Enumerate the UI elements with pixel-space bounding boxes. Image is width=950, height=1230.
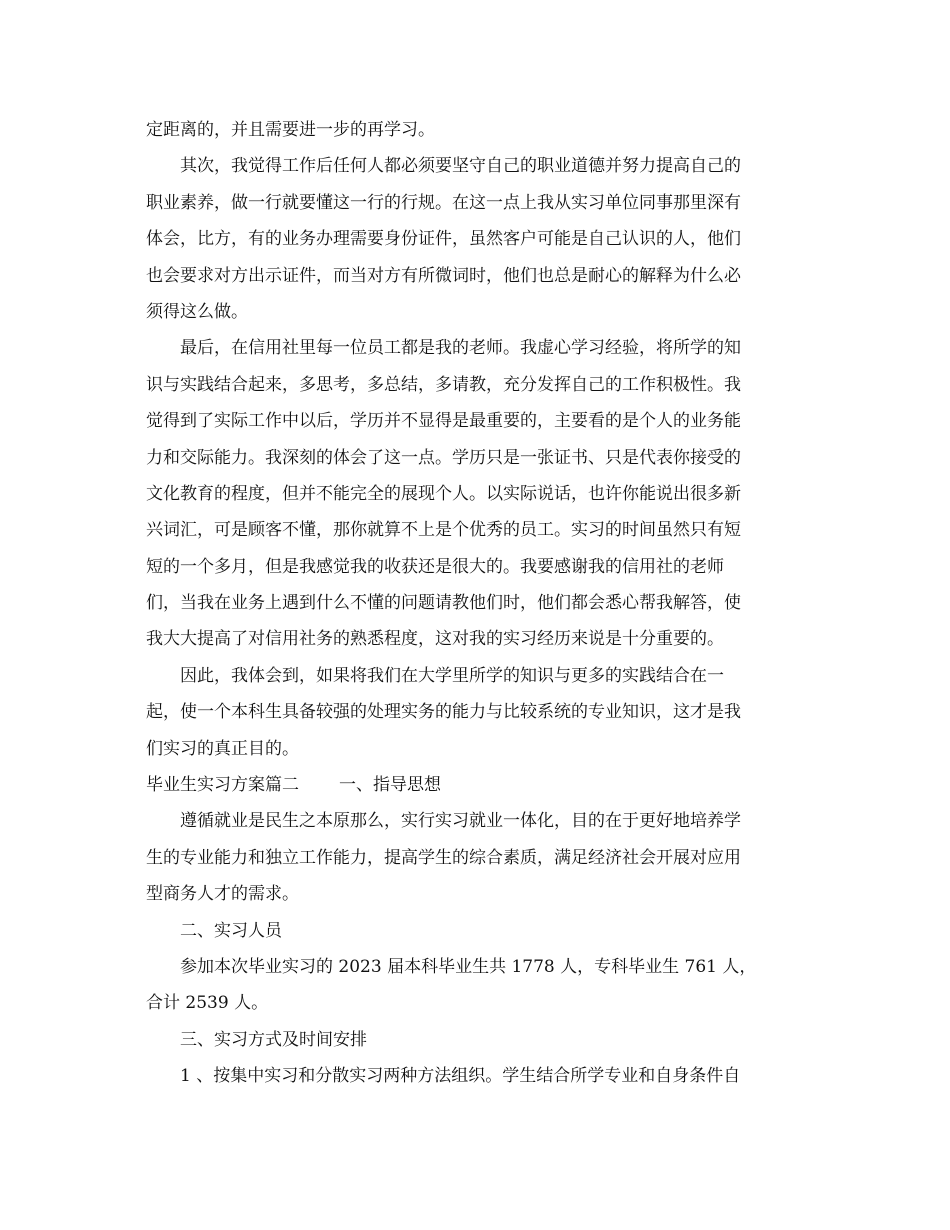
section-subtitle: 一、指导思想 xyxy=(339,775,441,796)
text-line: 们，当我在业务上遇到什么不懂的问题请教他们时，他们都会悉心帮我解答，使 xyxy=(146,593,741,614)
section-title: 毕业生实习方案篇二 xyxy=(146,775,299,796)
text-line: 文化教育的程度，但并不能完全的展现个人。以实际说话，也许你能说出很多新 xyxy=(146,483,741,504)
subheading-line: 二、实习人员 xyxy=(180,920,282,941)
text-line: 也会要求对方出示证件，而当对方有所微词时，他们也总是耐心的解释为什么必 xyxy=(146,265,741,286)
text-line: 起，使一个本科生具备较强的处理实务的能力与比较系统的专业知识，这才是我 xyxy=(146,702,741,723)
text-line: 体会，比方，有的业务办理需要身份证件，虽然客户可能是自己认识的人，他们 xyxy=(146,229,741,250)
text-line: 型商务人才的需求。 xyxy=(146,884,299,905)
document-page xyxy=(146,112,806,1095)
text-line: 1 、按集中实习和分散实习两种方法组织。学生结合所学专业和自身条件自 xyxy=(180,1066,741,1087)
text-line: 力和交际能力。我深刻的体会了这一点。学历只是一张证书、只是代表你接受的 xyxy=(146,447,741,468)
text-line: 我大大提高了对信用社务的熟悉程度，这对我的实习经历来说是十分重要的。 xyxy=(146,629,724,650)
text-line: 职业素养，做一行就要懂这一行的行规。在这一点上我从实习单位同事那里深有 xyxy=(146,192,741,213)
text-line: 合计 2539 人。 xyxy=(146,993,269,1014)
subheading-line: 三、实习方式及时间安排 xyxy=(180,1029,367,1050)
text-line: 遵循就业是民生之本原那么，实行实习就业一体化，目的在于更好地培养学 xyxy=(180,811,741,832)
text-line: 们实习的真正目的。 xyxy=(146,738,299,759)
text-line: 觉得到了实际工作中以后，学历并不显得是最重要的，主要看的是个人的业务能 xyxy=(146,411,741,432)
text-line: 因此，我体会到，如果将我们在大学里所学的知识与更多的实践结合在一 xyxy=(180,665,724,686)
text-line: 兴词汇，可是顾客不懂，那你就算不上是个优秀的员工。实习的时间虽然只有短 xyxy=(146,520,741,541)
text-line: 须得这么做。 xyxy=(146,301,248,322)
text-line: 短的一个多月，但是我感觉我的收获还是很大的。我要感谢我的信用社的老师 xyxy=(146,556,724,577)
text-line: 其次，我觉得工作后任何人都必须要坚守自己的职业道德并努力提高自己的 xyxy=(180,156,741,177)
text-line: 识与实践结合起来，多思考，多总结，多请教，充分发挥自己的工作积极性。我 xyxy=(146,374,741,395)
section-heading xyxy=(146,767,806,803)
text-line: 最后，在信用社里每一位员工都是我的老师。我虚心学习经验，将所学的知 xyxy=(180,338,741,359)
text-line: 定距离的，并且需要进一步的再学习。 xyxy=(146,120,435,140)
text-line: 参加本次毕业实习的 2023 届本科毕业生共 1778 人，专科毕业生 761 人， xyxy=(180,956,757,977)
text-line: 生的专业能力和独立工作能力，提高学生的综合素质，满足经济社会开展对应用 xyxy=(146,847,741,868)
